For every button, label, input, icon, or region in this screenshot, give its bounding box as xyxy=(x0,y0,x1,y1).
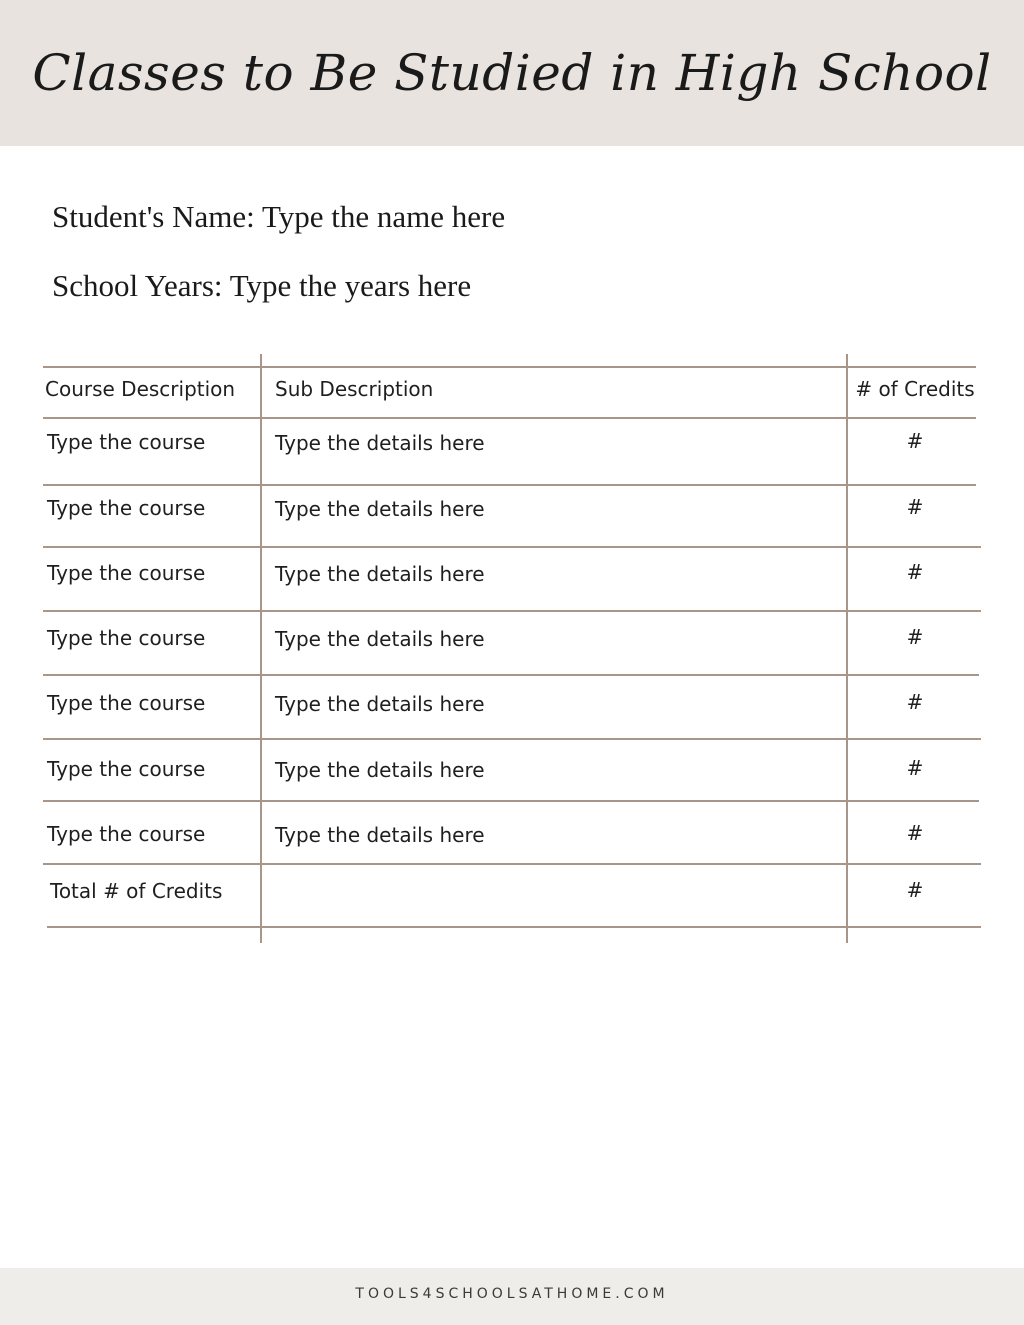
credits-cell[interactable]: # xyxy=(906,495,924,519)
course-cell[interactable]: Type the course xyxy=(47,430,206,454)
table-rule xyxy=(43,738,981,740)
table-rule xyxy=(43,366,976,368)
credits-cell[interactable]: # xyxy=(906,756,924,780)
table-rule xyxy=(43,484,976,486)
course-cell[interactable]: Type the course xyxy=(47,626,206,650)
total-credits-value[interactable]: # xyxy=(906,878,924,902)
school-years-field[interactable]: School Years: Type the years here xyxy=(52,268,472,303)
table-rule xyxy=(43,610,981,612)
course-cell[interactable]: Type the course xyxy=(47,822,206,846)
credits-cell[interactable]: # xyxy=(906,821,924,845)
course-cell[interactable]: Type the course xyxy=(47,496,206,520)
table-rule xyxy=(47,926,981,928)
details-cell[interactable]: Type the details here xyxy=(275,562,485,586)
details-cell[interactable]: Type the details here xyxy=(275,758,485,782)
student-name-field[interactable]: Student's Name: Type the name here xyxy=(52,199,506,234)
details-cell[interactable]: Type the details here xyxy=(275,431,485,455)
table-rule xyxy=(43,674,979,676)
header-course-description: Course Description xyxy=(45,377,236,401)
details-cell[interactable]: Type the details here xyxy=(275,823,485,847)
total-credits-label: Total # of Credits xyxy=(50,879,223,903)
credits-cell[interactable]: # xyxy=(906,429,924,453)
table-rule xyxy=(43,417,976,419)
header-sub-description: Sub Description xyxy=(275,377,434,401)
course-cell[interactable]: Type the course xyxy=(47,561,206,585)
table-rule xyxy=(43,546,981,548)
course-cell[interactable]: Type the course xyxy=(47,757,206,781)
credits-cell[interactable]: # xyxy=(906,625,924,649)
table-rule xyxy=(43,863,981,865)
details-cell[interactable]: Type the details here xyxy=(275,497,485,521)
credits-cell[interactable]: # xyxy=(906,560,924,584)
course-cell[interactable]: Type the course xyxy=(47,691,206,715)
details-cell[interactable]: Type the details here xyxy=(275,692,485,716)
table-column-rule xyxy=(260,354,262,943)
table-rule xyxy=(43,800,979,802)
header-credits: # of Credits xyxy=(855,377,975,401)
credits-cell[interactable]: # xyxy=(906,690,924,714)
details-cell[interactable]: Type the details here xyxy=(275,627,485,651)
footer-website: TOOLS4SCHOOLSATHOME.COM xyxy=(355,1286,669,1302)
page-title: Classes to Be Studied in High School xyxy=(32,44,992,102)
